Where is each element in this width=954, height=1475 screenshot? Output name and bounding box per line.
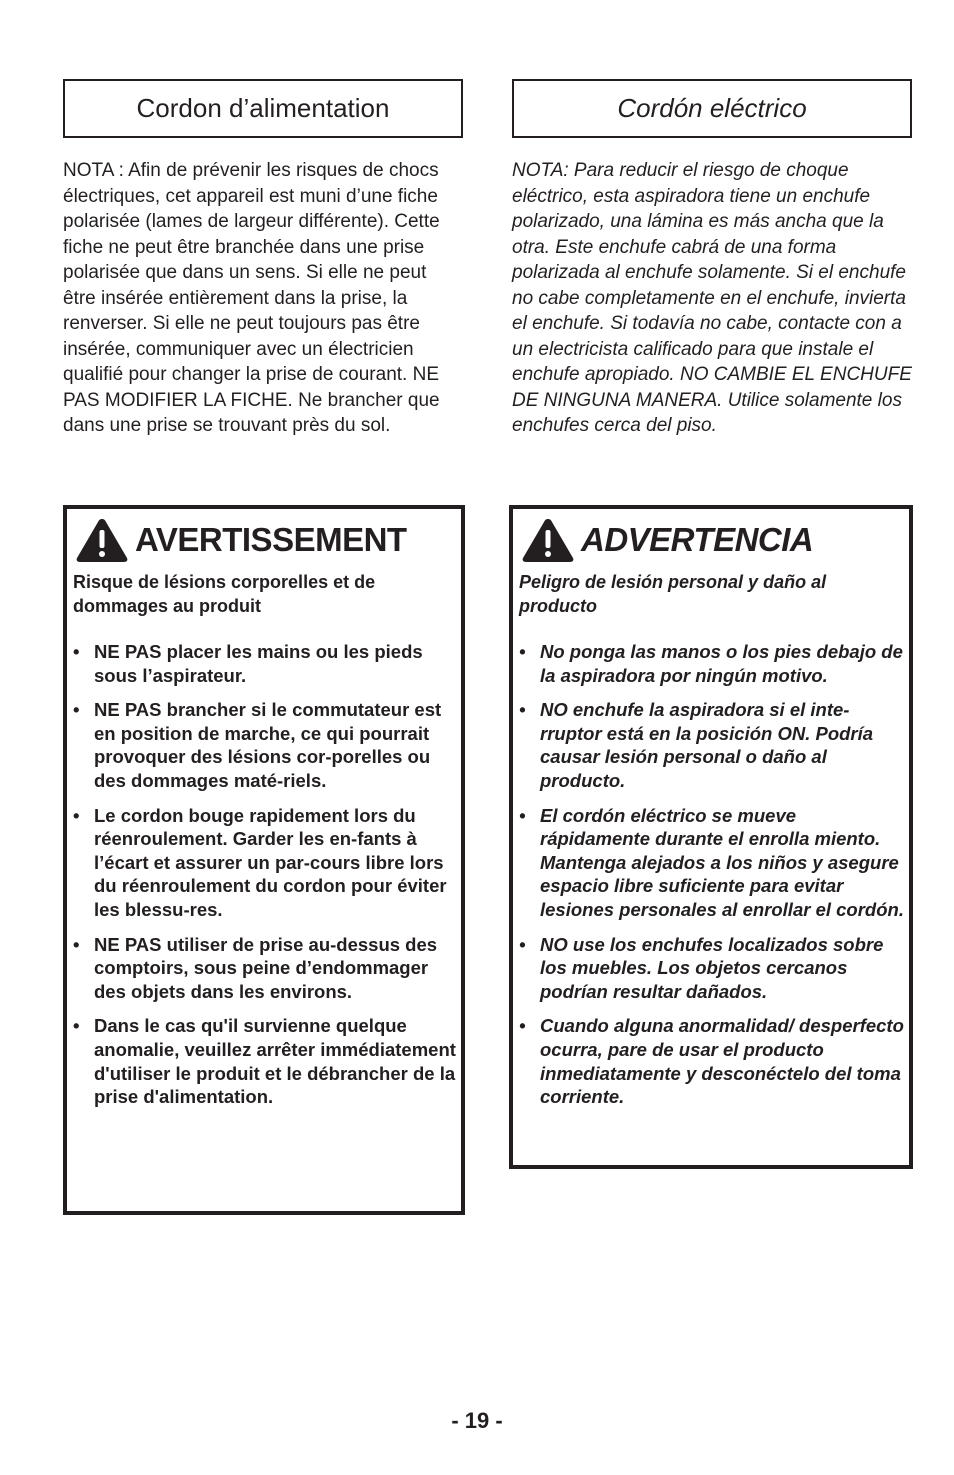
bullet: • bbox=[73, 933, 80, 955]
warning-item-text: Cuando alguna anormalidad/ desperfecto ocurra, pare de usar el producto inmediatamente y desconéctelo del toma corriente. bbox=[540, 1015, 904, 1108]
warning-triangle-icon bbox=[75, 517, 129, 563]
section-title-es bbox=[512, 79, 912, 138]
bullet: • bbox=[519, 933, 526, 955]
bullet: • bbox=[73, 699, 80, 721]
section-title-fr-text: Cordon d’alimentation bbox=[136, 93, 390, 123]
warning-box-fr bbox=[63, 505, 465, 1215]
french-column bbox=[63, 79, 463, 439]
warning-item-text: NO enchufe la aspiradora si el inte-rruptor está en la posición ON. Podría causar lesión personal o daño al producto. bbox=[540, 699, 874, 791]
bullet: • bbox=[519, 699, 526, 721]
list-item bbox=[73, 804, 457, 922]
bullet: • bbox=[519, 804, 526, 826]
list-item bbox=[519, 804, 905, 922]
warning-item-text: NE PAS placer les mains ou les pieds sous l’aspirateur. bbox=[94, 641, 423, 686]
warning-item-text: Dans le cas qu'il survienne quelque anomalie, veuillez arrêter immédiatement d'utiliser le produit et le débrancher de la prise d'alimentation. bbox=[94, 1015, 456, 1108]
warning-subtitle-fr: Risque de lésions corporelles et de dommages au produit bbox=[73, 572, 376, 616]
bullet: • bbox=[73, 641, 80, 662]
note-fr: NOTA : Afin de prévenir les risques de chocs électriques, cet appareil est muni d’une fiche polarisée (lames de largeur différente). Cette fiche ne peut être branchée dans une prise polarisée que dans un sens. Si elle ne peut être insérée entièrement dans la prise, la renverser. Si elle ne peut toujours pas être insérée, communiquer avec un électricien qualifié pour changer la prise de courant. NE PAS MODIFIER LA FICHE. Ne brancher que dans une prise se trouvant près du sol. bbox=[63, 160, 440, 436]
list-item bbox=[519, 1014, 905, 1108]
list-item bbox=[73, 640, 457, 687]
page-number: - 19 - bbox=[451, 1408, 503, 1433]
spanish-column bbox=[512, 79, 912, 439]
warning-triangle-icon bbox=[521, 517, 575, 563]
warning-item-text: Le cordon bouge rapidement lors du réenroulement. Garder les en-fants à l’écart et assurer un par-cours libre lors du réenroulement du cordon pour éviter les blessu-res. bbox=[94, 804, 447, 920]
bullet: • bbox=[73, 1015, 80, 1037]
section-title-fr bbox=[63, 79, 463, 138]
warning-box-es bbox=[509, 505, 913, 1169]
list-item bbox=[73, 933, 457, 1004]
list-item bbox=[73, 698, 457, 792]
section-title-es-text: Cordón eléctrico bbox=[617, 93, 807, 123]
warning-item-text: NE PAS utiliser de prise au-dessus des comptoirs, sous peine d’endommager des objets dans les environs. bbox=[94, 933, 438, 1002]
list-item bbox=[73, 1014, 457, 1108]
warning-list-fr bbox=[73, 640, 457, 1109]
warning-list-es bbox=[519, 640, 905, 1109]
warning-item-text: NE PAS brancher si le commutateur est en position de marche, ce qui pourrait provoquer des lésions cor-porelles ou des dommages maté-riels. bbox=[94, 699, 442, 791]
list-item bbox=[519, 933, 905, 1004]
warning-item-text: El cordón eléctrico se mueve rápidamente durante el enrolla miento. Mantenga alejados a los niños y asegure espacio libre suficiente para evitar lesiones personales al enrollar el cordón. bbox=[540, 804, 904, 920]
warning-subtitle-es: Peligro de lesión personal y daño al producto bbox=[519, 572, 827, 616]
warning-header-es bbox=[521, 515, 905, 565]
warning-header-fr bbox=[75, 515, 457, 565]
bullet: • bbox=[519, 1015, 526, 1037]
warning-title-fr: AVERTISSEMENT bbox=[135, 521, 407, 558]
bullet: • bbox=[519, 641, 526, 662]
warning-item-text: NO use los enchufes localizados sobre los muebles. Los objetos cercanos podrían resultar dañados. bbox=[540, 933, 884, 1002]
list-item bbox=[519, 640, 905, 687]
warning-title-es: ADVERTENCIA bbox=[581, 521, 814, 558]
list-item bbox=[519, 698, 905, 792]
note-es: NOTA: Para reducir el riesgo de choque eléctrico, esta aspiradora tiene un enchufe polarizado, una lámina es más ancha que la otra. Este enchufe cabrá de una forma polarizada al enchufe solamente. Si el enchufe no cabe completamente en el enchufe, invierta el enchufe. Si todavía no cabe, contacte con a un electricista calificado para que instale el enchufe apropiado. NO CAMBIE EL ENCHUFE DE NINGUNA MANERA. Utilice solamente los enchufes cerca del piso. bbox=[512, 160, 912, 436]
bullet: • bbox=[73, 804, 80, 826]
warning-item-text: No ponga las manos o los pies debajo de la aspiradora por ningún motivo. bbox=[540, 641, 903, 686]
